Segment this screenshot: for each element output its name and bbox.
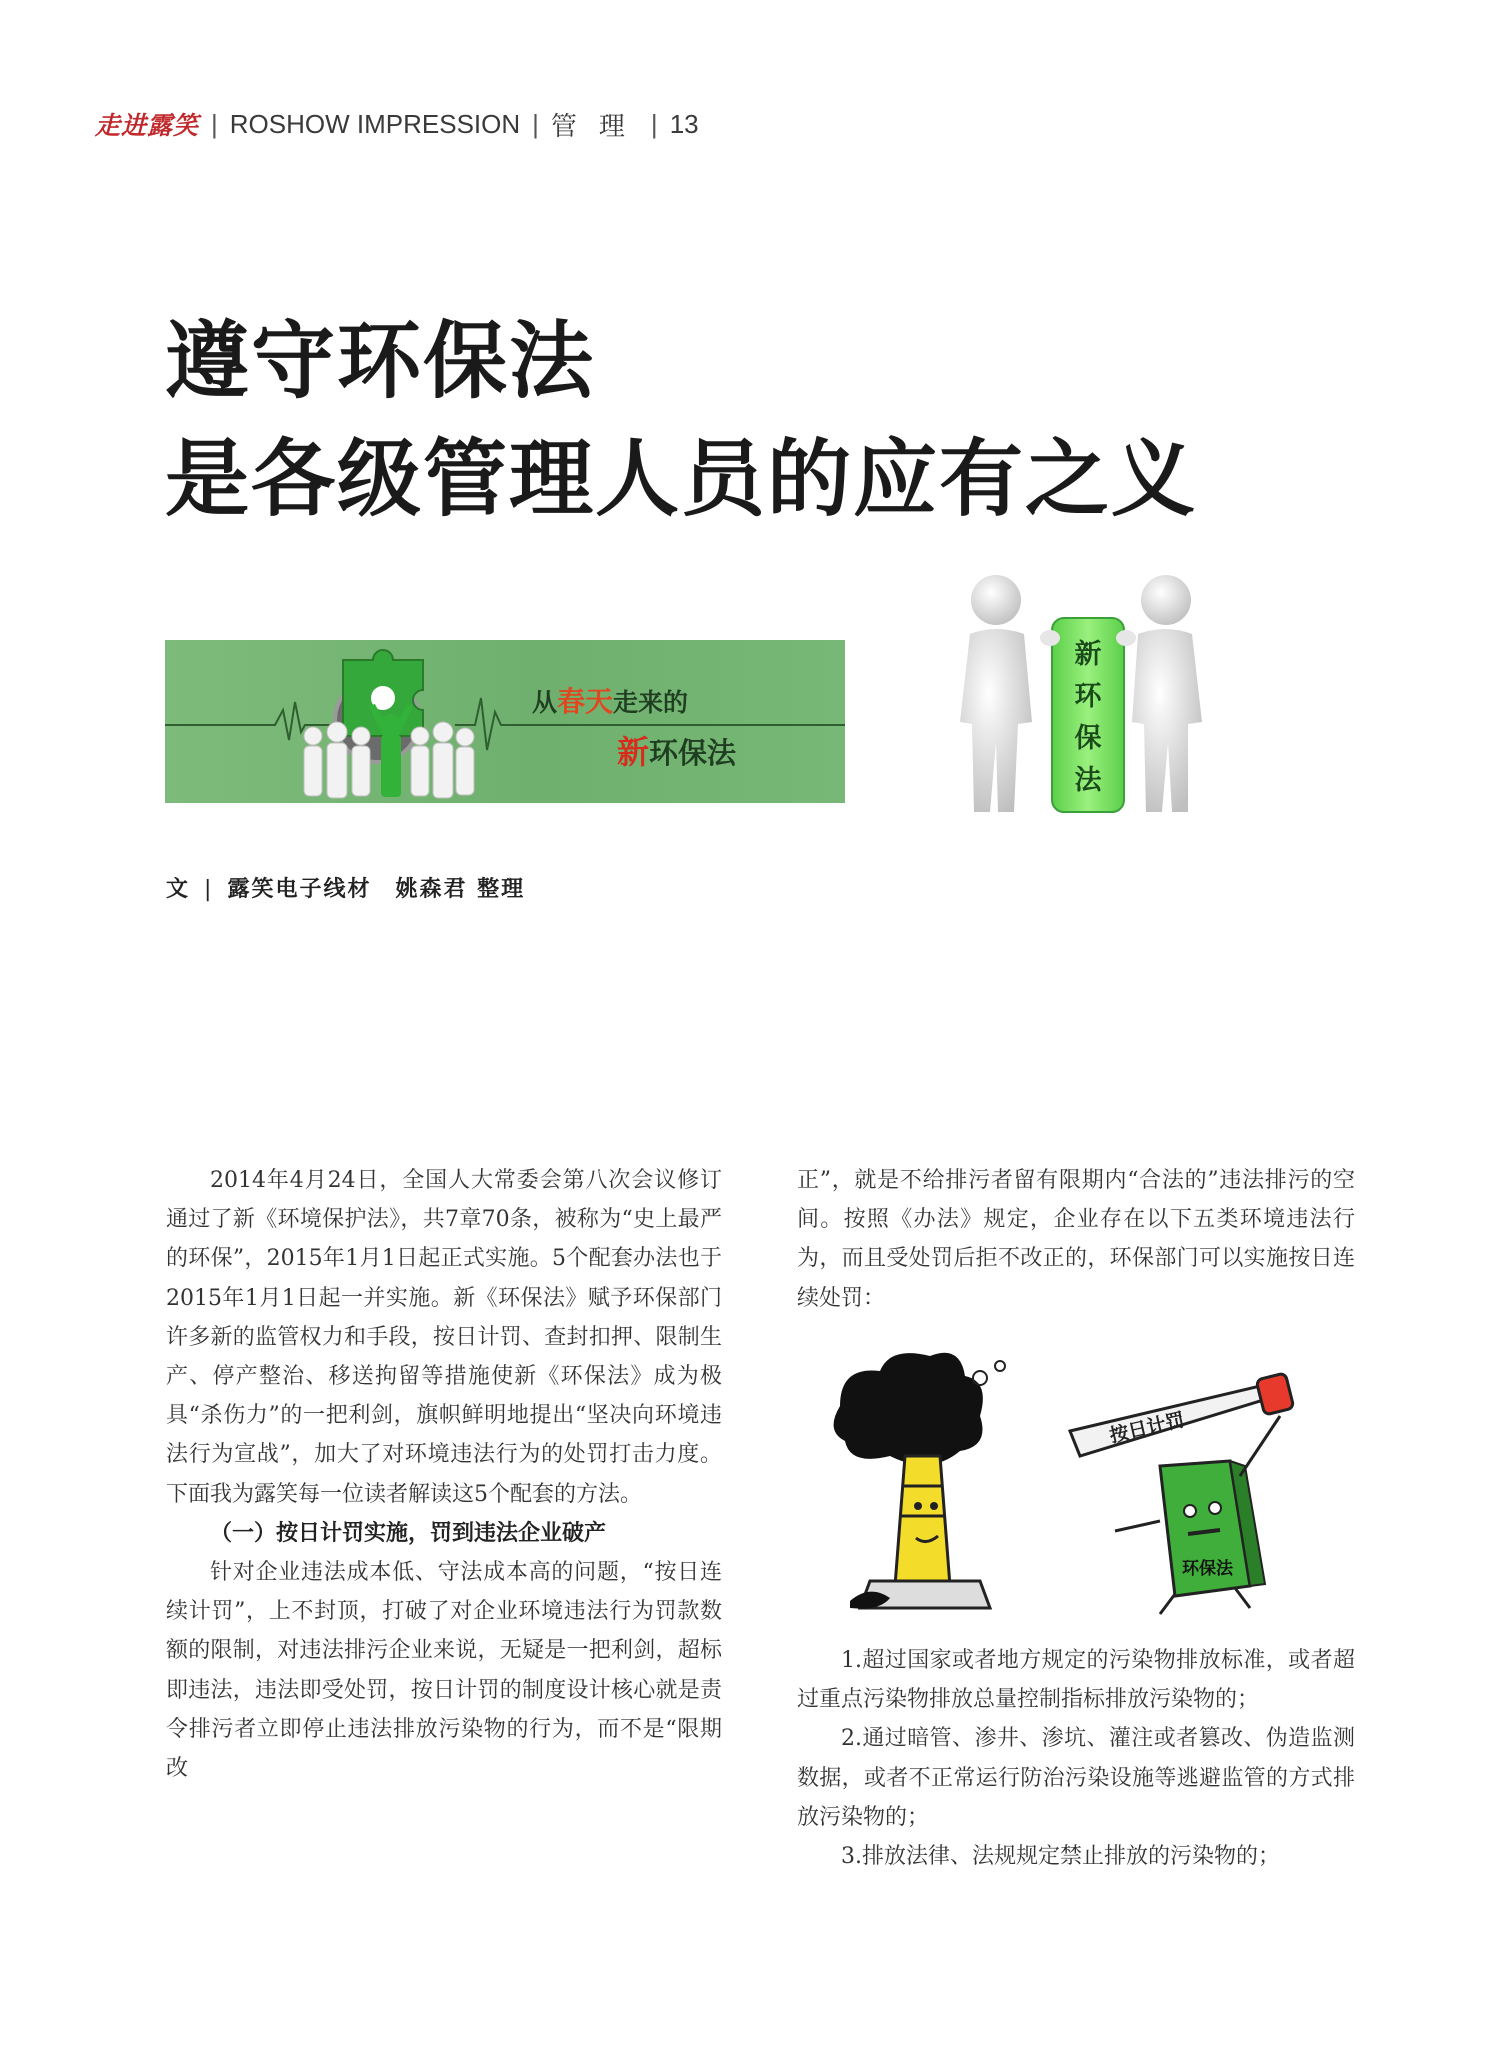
article-title [165, 302, 1365, 538]
brand-logo: 走进露笑 [95, 111, 200, 140]
section-heading: （一）按日计罚实施，罚到违法企业破产 [210, 1520, 607, 1546]
paragraph: 2014年4月24日，全国人大常委会第八次会议修订通过了新《环境保护法》，共7章70条，被称为“史上最严的环保”，2015年1月1日起正式实施。5个配套办法也于2015年1月1日起一并实施。新《环保法》赋予环保部门许多新的监管权力和手段，按日计罚、查封扣押、限制生产、停产整治、移送拘留等措施使新《环保法》成为极具“杀伤力”的一把利剑，旗帜鲜明地提出“坚决向环境违法行为宣战”，加大了对环境违法行为的处罚打击力度。下面我为露笑每一位读者解读这5个配套的方法。 [166, 1168, 722, 1507]
banner-graphic [165, 640, 845, 803]
body-column-left [166, 1161, 722, 1788]
cartoon-illustration [830, 1346, 1320, 1616]
banner-caption-line-1: 从春天走来的 [532, 685, 689, 718]
running-header [95, 104, 699, 144]
magazine-name: ROSHOW IMPRESSION [229, 108, 521, 139]
paragraph: 针对企业违法成本低、守法成本高的问题，“按日连续计罚”，上不封顶，打破了对企业环境违法行为罚款数额的限制，对违法排污企业来说，无疑是一把利剑，超标即违法，违法即受处罚，按日计罚的制度设计核心就是责令排污者立即停止违法排放污染物的行为，而不是“限期改 [166, 1560, 722, 1782]
body-column-right [797, 1161, 1355, 1318]
banner-image [165, 640, 845, 803]
list-item: 3.排放法律、法规规定禁止排放的污染物的； [841, 1844, 1280, 1870]
violation-list [797, 1641, 1355, 1876]
byline: 文 | 露笑电子线材 姚森君 整理 [166, 877, 526, 902]
list-item: 1.超过国家或者地方规定的污染物排放标准，或者超过重点污染物排放总量控制指标排放污染物的； [797, 1648, 1355, 1713]
list-item: 2.通过暗管、渗井、渗坑、灌注或者篡改、伪造监测数据，或者不正常运行防治污染设施等逃避监管的方式排放污染物的； [797, 1726, 1355, 1830]
sign-text: 新 环 保 法 [1074, 639, 1102, 796]
header-separator: | [650, 108, 658, 139]
title-line-2: 是各级管理人员的应有之义 [165, 430, 1198, 528]
banner-caption-line-2: 新环保法 [617, 733, 737, 771]
page-number: 13 [669, 108, 699, 139]
paragraph: 正”，就是不给排污者留有限期内“合法的”违法排污的空间。按照《办法》规定，企业存在以下五类环境违法行为，而且受处罚后拒不改正的，环保部门可以实施按日连续处罚： [797, 1168, 1355, 1311]
header-separator: | [532, 108, 539, 139]
header-separator: | [211, 108, 218, 139]
title-line-1: 遵守环保法 [165, 312, 596, 410]
byline-author: 露笑电子线材 姚森君 整理 [227, 877, 526, 902]
book-label: 环保法 [1182, 1559, 1233, 1579]
sword-label: 按日计罚 [1107, 1408, 1187, 1448]
figures-holding-sign-image [952, 572, 1208, 818]
section-name: 管理 [550, 111, 647, 142]
